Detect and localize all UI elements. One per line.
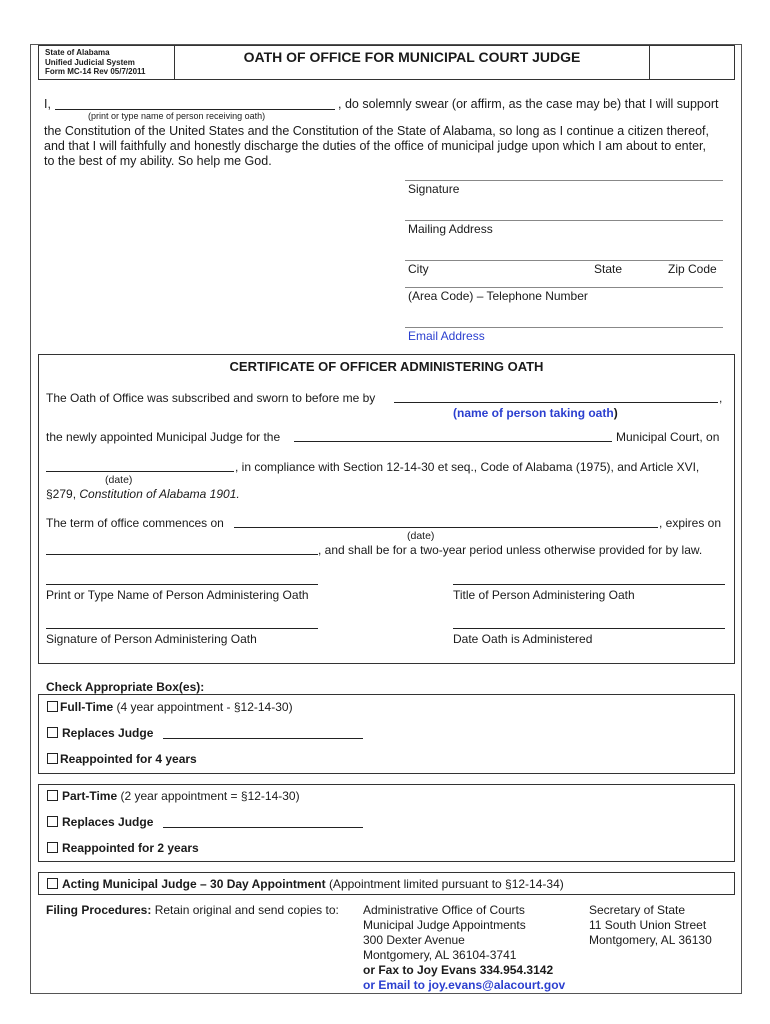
parttime-checkbox[interactable] (47, 790, 58, 801)
sworn-comma: , (719, 391, 723, 405)
sos-line-1: Secretary of State (589, 903, 686, 917)
court-text: Municipal Court, on (616, 430, 720, 444)
fulltime-checkbox[interactable] (47, 701, 58, 712)
court-name-field[interactable] (294, 441, 612, 442)
sworn-text: The Oath of Office was subscribed and sworn to before me by (46, 391, 376, 405)
aoc-line-4: Montgomery, AL 36104-3741 (363, 948, 517, 962)
replaces-judge-2-checkbox[interactable] (47, 816, 58, 827)
signature-label: Signature (408, 182, 460, 196)
constitution-text: Constitution of Alabama 1901. (79, 487, 240, 501)
term-start-field[interactable] (234, 527, 658, 528)
mailing-address-label: Mailing Address (408, 222, 493, 236)
acting-checkbox[interactable] (47, 878, 58, 889)
appointment-date-field[interactable] (46, 471, 234, 472)
city-label: City (408, 262, 429, 276)
form-title: OATH OF OFFICE FOR MUNICIPAL COURT JUDGE (243, 49, 581, 65)
oath-line-4: to the best of my ability. So help me God. (44, 154, 272, 168)
compliance-text: , in compliance with Section 12-14-30 et seq., Code of Alabama (1975), and Article XVI, (235, 460, 700, 474)
fax-line: or Fax to Joy Evans 334.954.3142 (363, 963, 554, 977)
admin-date-label: Date Oath is Administered (453, 632, 593, 646)
form-header (38, 45, 735, 80)
sworn-name-field[interactable] (394, 402, 718, 403)
admin-date-field[interactable] (453, 628, 725, 629)
aoc-line-1: Administrative Office of Courts (363, 903, 525, 917)
admin-title-field[interactable] (453, 584, 725, 585)
parttime-label: Part-Time (62, 789, 118, 803)
aoc-address (363, 903, 565, 993)
city-state-zip-line[interactable] (405, 260, 723, 261)
replaces-judge-2-field[interactable] (163, 827, 363, 828)
mailing-address-line[interactable] (405, 220, 723, 221)
term-text: The term of office commences on (46, 516, 224, 530)
admin-name-label: Print or Type Name of Person Administering Oath (46, 588, 309, 602)
acting-detail: (Appointment limited pursuant to §12-14-34) (328, 877, 564, 891)
sos-line-2: 11 South Union Street (589, 918, 707, 932)
phone-line[interactable] (405, 287, 723, 288)
acting-label: Acting Municipal Judge – 30 Day Appointment (62, 877, 326, 891)
replaces-judge-1-checkbox[interactable] (47, 727, 58, 738)
oath-line-2: the Constitution of the United States and the Constitution of the State of Alabama, so long as I continue a citizen thereof, (44, 124, 710, 138)
parttime-detail: (2 year appointment = §12-14-30) (120, 789, 300, 803)
email-label: Email Address (408, 329, 485, 343)
form-identifier (39, 46, 175, 79)
admin-title-label: Title of Person Administering Oath (453, 588, 635, 602)
replaces-judge-2-label: Replaces Judge (62, 815, 154, 829)
reappointed-2-label: Reappointed for 2 years (62, 841, 199, 855)
oath-name-field[interactable] (55, 109, 335, 110)
replaces-judge-1-label: Replaces Judge (62, 726, 154, 740)
reappointed-4-checkbox[interactable] (47, 753, 58, 764)
aoc-line-3: 300 Dexter Avenue (363, 933, 465, 947)
term-end-field[interactable] (46, 554, 318, 555)
org-line-2: Unified Judicial System (45, 57, 135, 67)
appointed-text: the newly appointed Municipal Judge for the (46, 430, 281, 444)
options-heading: Check Appropriate Box(es): (46, 680, 205, 694)
certificate-title: CERTIFICATE OF OFFICER ADMINISTERING OATH (229, 359, 544, 374)
email-line[interactable] (405, 327, 723, 328)
signature-line[interactable] (405, 180, 723, 181)
term-date-hint: (date) (407, 530, 435, 542)
period-text: , and shall be for a two-year period unless otherwise provided for by law. (318, 543, 703, 557)
appointment-date-hint: (date) (105, 474, 133, 486)
phone-label: (Area Code) – Telephone Number (408, 289, 588, 303)
fulltime-label: Full-Time (60, 700, 114, 714)
org-line-1: State of Alabama (45, 48, 110, 57)
sworn-name-hint-close: ) (613, 406, 618, 420)
email-link[interactable]: or Email to joy.evans@alacourt.gov (363, 978, 566, 992)
reappointed-4-label: Reappointed for 4 years (60, 752, 197, 766)
header-divider (649, 46, 650, 79)
oath-i-prefix: I, (44, 97, 51, 111)
state-label: State (594, 262, 623, 276)
sworn-name-hint: (name of person taking oath (453, 406, 614, 420)
admin-signature-field[interactable] (46, 628, 318, 629)
oath-swear-text: , do solemnly swear (or affirm, as the case may be) that I will support (338, 97, 719, 111)
expires-text: , expires on (659, 516, 722, 530)
replaces-judge-1-field[interactable] (163, 738, 363, 739)
filing-instruction: Retain original and send copies to: (154, 903, 339, 917)
sos-line-3: Montgomery, AL 36130 (589, 933, 712, 947)
aoc-line-2: Municipal Judge Appointments (363, 918, 526, 932)
section-text: §279, (46, 487, 77, 501)
org-line-3: Form MC-14 Rev 05/7/2011 (45, 67, 146, 76)
reappointed-2-checkbox[interactable] (47, 842, 58, 853)
zip-label: Zip Code (668, 262, 717, 276)
fulltime-detail: (4 year appointment - §12-14-30) (116, 700, 293, 714)
admin-signature-label: Signature of Person Administering Oath (46, 632, 257, 646)
admin-name-field[interactable] (46, 584, 318, 585)
oath-name-hint: (print or type name of person receiving oath) (88, 111, 266, 121)
filing-label: Filing Procedures: (46, 903, 152, 917)
sos-address (589, 903, 712, 948)
oath-line-3: and that I will faithfully and honestly discharge the duties of the office of municipal judge upon which I am about to enter, (44, 139, 706, 153)
